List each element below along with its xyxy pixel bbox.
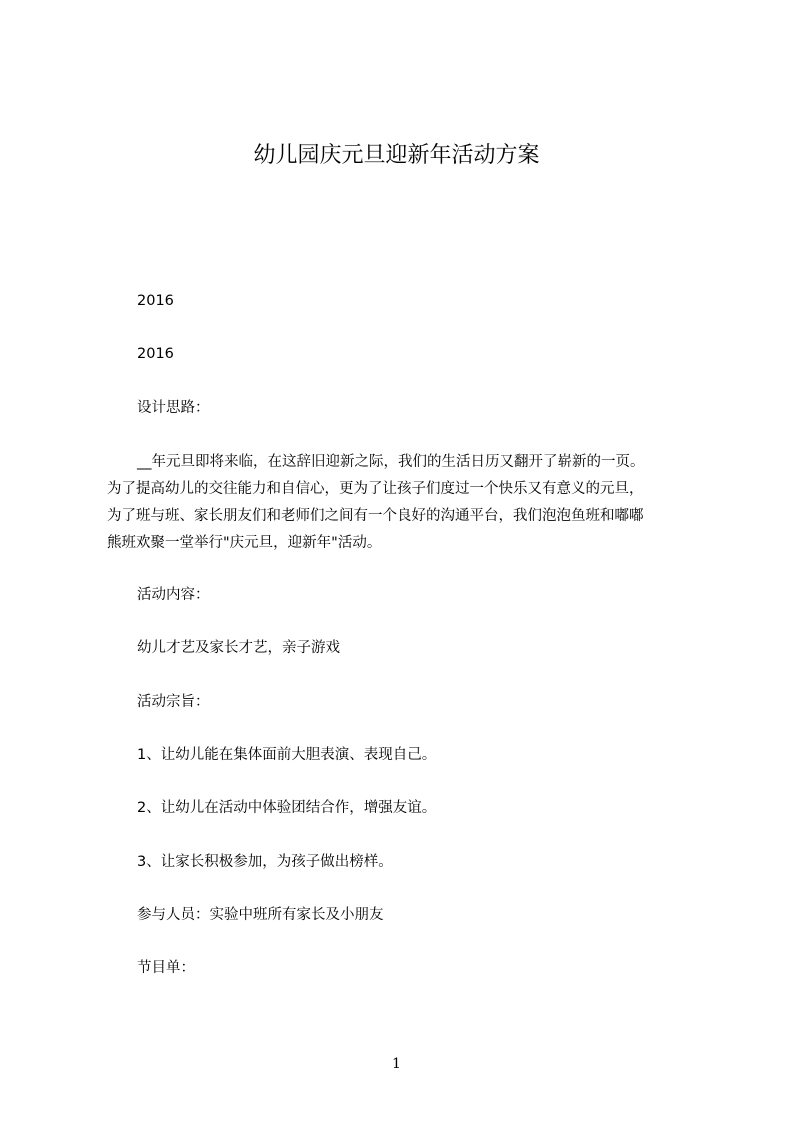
purpose-item-2: 2、让幼儿在活动中体验团结合作，增强友谊。 xyxy=(137,800,437,816)
document-title: 幼儿园庆元旦迎新年活动方案 xyxy=(253,143,540,168)
purpose-item-1: 1、让幼儿能在集体面前大胆表演、表现自己。 xyxy=(137,747,437,763)
purpose-item-3: 3、让家长积极参加，为孩子做出榜样。 xyxy=(137,854,393,870)
design-heading: 设计思路： xyxy=(137,400,210,416)
content-text: 幼儿才艺及家长才艺，亲子游戏 xyxy=(137,640,340,656)
participants-line: 参与人员：实验中班所有家长及小朋友 xyxy=(137,907,384,923)
purpose-heading: 活动宗旨： xyxy=(137,694,210,710)
design-paragraph-line-4: 熊班欢聚一堂举行"庆元旦，迎新年"活动。 xyxy=(107,535,382,551)
design-paragraph-line-3: 为了班与班、家长朋友们和老师们之间有一个良好的沟通平台，我们泡泡鱼班和嘟嘟 xyxy=(107,508,644,524)
page-number: 1 xyxy=(392,1056,401,1072)
year-line-2: 2016 xyxy=(137,346,174,362)
year-line-1: 2016 xyxy=(137,293,174,309)
design-paragraph-line-1: __年元旦即将来临，在这辞旧迎新之际，我们的生活日历又翻开了崭新的一页。 xyxy=(137,454,645,470)
design-paragraph-line-2: 为了提高幼儿的交往能力和自信心，更为了让孩子们度过一个快乐又有意义的元旦， xyxy=(107,481,644,497)
program-heading: 节目单： xyxy=(137,960,195,976)
content-heading: 活动内容： xyxy=(137,587,210,603)
